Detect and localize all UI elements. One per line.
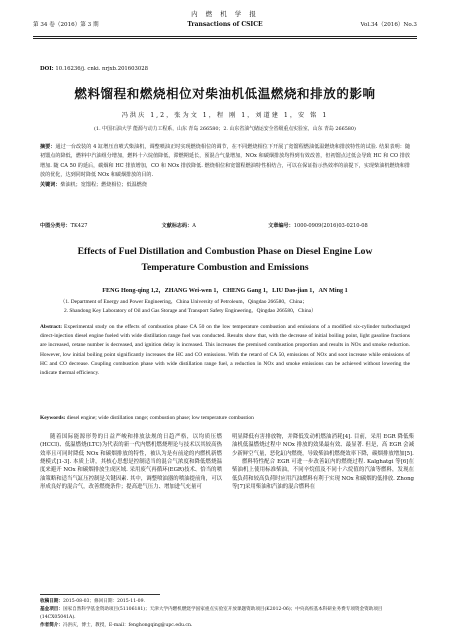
title-en-line-1: Effects of Fuel Distillation and Combustion Phase on Diesel Engine Low (77, 246, 373, 257)
abstract-en-label: Abstract: (40, 324, 63, 330)
doi-line (40, 66, 148, 72)
fund-value: 国家自然科学基金资助项目(51106181)；天津大学内燃机燃烧学国家重点实验室开放课题资助项目(K2012-06)；中央高校基本科研业务费专项资金资助项目(14CX05041A). (40, 607, 383, 620)
received-value: 2015-08-03；修回日期：2015-11-09. (62, 599, 145, 604)
received-label: 收稿日期： (40, 599, 63, 604)
title-cn: 燃料馏程和燃烧相位对柴油机低温燃烧和排放的影响 (74, 86, 376, 101)
clc-label: 中图分类号： (40, 223, 71, 229)
keywords-en-text: diesel engine; wide distillation range; combustion phase; low temperature combustion (66, 415, 254, 421)
footnote-rule (40, 594, 160, 595)
volume-issue-en: Vol.34（2016）No.3 (360, 22, 417, 28)
affiliation-en-2: 2. Shandong Key Laboratory of Oil and Gas Storage and Transport Safety Engineering，Qingdao 266580，China） (64, 308, 317, 314)
journal-name-cn: 内 燃 机 学 报 (191, 10, 259, 18)
classification-meta (40, 222, 410, 229)
doi-value[interactable]: 10.16236/j. cnki. nrjxb.201603028 (55, 66, 149, 72)
header-rule-bottom (33, 38, 417, 39)
abstract-cn-label: 摘要： (40, 144, 56, 150)
footnote-author (40, 622, 410, 630)
keywords-cn-text: 柴油机；宽馏程；燃烧相位；低温燃烧 (60, 181, 147, 188)
doi-label: DOI: (40, 66, 54, 72)
running-header (0, 0, 450, 40)
abstract-cn-text: 通过一台改装的 4 缸增压直喷式柴油机，调整喷油正时实现燃烧相位的调节，在不同燃烧相位下开展了宽馏程燃油低温燃烧和排放特性的试验. 结果表明：随初馏点的降低，燃料中汽油组分增加，燃料十六烷值降低，滞燃期延长，预混合气量增加，NOx 和碳烟排放均得到有效改善，但初馏点过低会导致 HC 和 CO 排放增加. 随 CA 50 的延后，碳烟和 HC 排放增加，CO 和 NOx 排放降低. 燃烧相位和宽馏程燃油特性相结合，可以在保证指示热效率的前提下，实现柴油机燃烧和排放的优化，达到同时降低 NOx 和碳烟排放的目的. (40, 144, 410, 179)
body-paragraph: 明显降低有害排放物，并降低发动机燃油消耗[4]. 目前，采用 EGR 降低柴油机低温燃烧过程中 NOx 排放的效果最有效、最显著. 但是，高 EGR 会减少新鲜空气量，恶化缸内燃烧，导致柴油机燃烧效率下降，碳烟排放增加[5]. (232, 434, 414, 457)
fund-label: 基金项目： (40, 607, 63, 612)
affiliation-en (60, 298, 400, 316)
affiliation-cn: (1. 中国石油大学 能源与动力工程系，山东 青岛 266580；2. 山东省油气储运安全省级重点实验室，山东 青岛 266580) (94, 126, 356, 132)
affiliation-en-1: （1. Department of Energy and Power Engineering，China University of Petroleum，Qingdao 266580，China； (60, 299, 308, 305)
code-label: 文献标志码： (161, 223, 193, 229)
abstract-en-text: Experimental study on the effects of combustion phase CA 50 on the low temperature combustion and emissions of a modified six-cylinder turbocharged direct-injection diesel engine fueled with wide distillation range fuel was conducted. Results show that, with the decrease of initial boiling point, light gasoline fractions are increased, cetane number is decreased, and ignition delay is increased. This increases the premixed combustion proportion and results in NOx and smoke reduction. However, low initial boiling point significantly increases the HC and CO emissions. With the retard of CA 50, emissions of NOx and soot increase while emissions of HC and CO decrease. Coupling combustion phase with wide distillation range fuel, a reduction in NOx and smoke emissions can be achieved without lowering the indicate thermal efficiency. (40, 324, 411, 377)
body-column-right (232, 433, 414, 491)
article-label: 文章编号： (268, 223, 294, 229)
article-value: 1000-0909(2016)03-0210-08 (293, 223, 368, 229)
title-en-line-2: Temperature Combustion and Emissions (141, 262, 309, 273)
abstract-cn (40, 143, 410, 190)
article-field (268, 222, 367, 229)
body-paragraph: 随着国际能源形势的日益严峻和排放法规的日趋严格，以均质压燃(HCCI)、低温燃烧(LTC)为代表的新一代内燃机燃烧理论与技术以其较高热效率且可同时降低 NOx 和碳烟排放的特性，被认为是有前途的内燃机新燃烧模式[1-3]. 本质上讲，其核心思想是控制适当的混合气浓度和降低燃烧温度来避开 NOx 和碳烟排放生成区域. 采用废气再循环(EGR)技术、恰当的喷油策略和适当气缸压控制是关键因素. 其中，调整喷油器的喷油提前角，可以形成良好的混合气，改善燃烧条件；提高进气压力、增加进气充量可 (40, 434, 222, 491)
clc-value: TK427 (70, 223, 88, 229)
footnote (40, 598, 410, 630)
body-paragraph: 燃料特性配合 EGR 可进一步改善缸内的燃烧过程. Kalghatgi 等[6]在柴油机上使用标准柴油，不同辛烷值及不同十六烷值的汽油等燃料，发现在低负荷和较高负荷时应用汽油燃料有利于实现 NOx 和碳烟的低排放. Zhong 等[7]采用柴油和汽油的混合燃料在 (232, 459, 414, 491)
code-value: A (192, 223, 196, 229)
footnote-received (40, 598, 410, 606)
journal-name-en: Transactions of CSICE (187, 21, 263, 28)
keywords-cn-label: 关键词： (40, 181, 61, 188)
code-field (162, 222, 267, 229)
authors-en: FENG Hong-qing 1,2，ZHANG Wei-wen 1，CHENG Gang 1，LIU Dao-jian 1，AN Ming 1 (102, 287, 348, 294)
keywords-en (40, 415, 410, 421)
author-value: 冯洪庆，博士，教授，E-mail：fenghongqing@upc.edu.cn. (62, 623, 193, 628)
abstract-en (40, 323, 410, 378)
volume-issue-cn: 第 34 卷（2016）第 3 期 (33, 22, 99, 28)
footnote-fund (40, 606, 410, 622)
header-rule-top (33, 36, 417, 37)
keywords-en-label: Keywords: (40, 415, 66, 421)
author-label: 作者简介： (40, 623, 63, 628)
title-en (0, 244, 450, 276)
authors-cn: 冯洪庆 1,2，张为文 1，程 刚 1，刘道建 1，安 铭 1 (121, 112, 329, 119)
clc-field (40, 222, 160, 229)
body-column-left (40, 433, 222, 491)
